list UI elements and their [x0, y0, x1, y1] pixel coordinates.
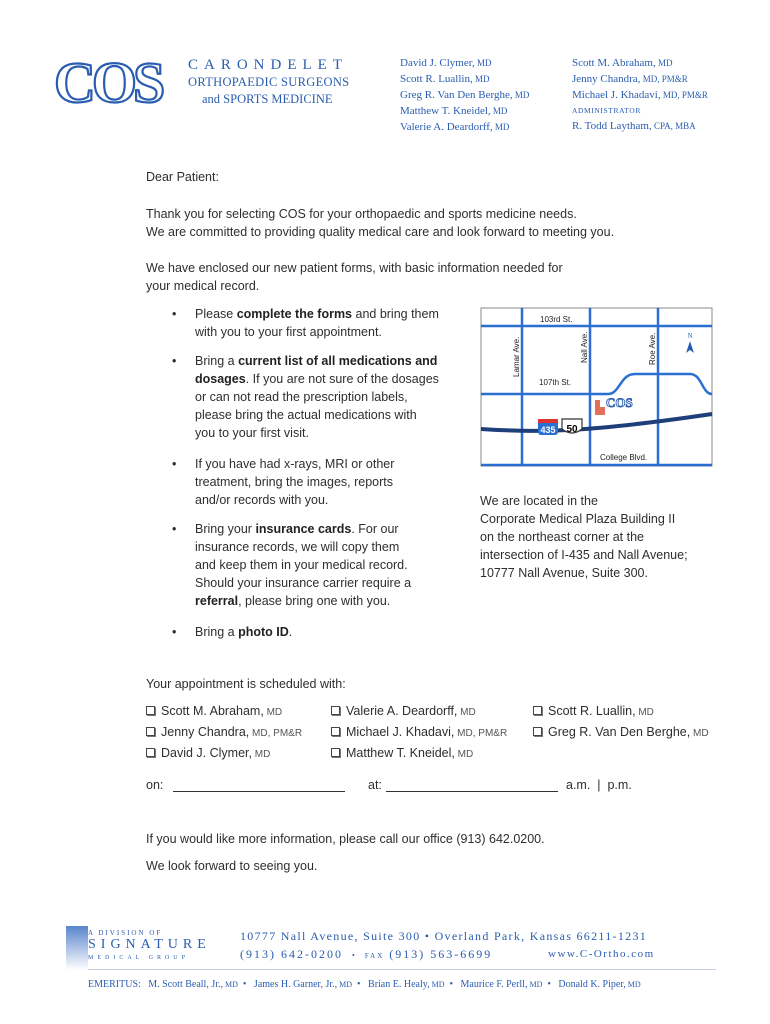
- checkbox-abraham[interactable]: Scott M. Abraham, MD: [146, 702, 282, 722]
- checkbox-deardorff[interactable]: Valerie A. Deardorff, MD: [331, 702, 476, 722]
- physician-entry: Michael J. Khadavi, MD, PM&R: [572, 89, 708, 101]
- organization-name: [188, 56, 349, 108]
- location-map: [480, 307, 713, 467]
- label-103rd: 103rd St.: [540, 315, 573, 324]
- checkbox-van-den-berghe[interactable]: Greg R. Van Den Berghe, MD: [533, 723, 709, 743]
- checkbox-khadavi[interactable]: Michael J. Khadavi, MD, PM&R: [331, 723, 507, 743]
- checkbox-icon[interactable]: [331, 748, 340, 757]
- checkbox-icon[interactable]: [533, 727, 542, 736]
- physician-entry: David J. Clymer, MD: [400, 57, 492, 69]
- appointment-heading: Your appointment is scheduled with:: [146, 677, 346, 691]
- org-name-line2: ORTHOPAEDIC SURGEONS: [188, 75, 350, 89]
- physician-entry: Matthew T. Kneidel, MD: [400, 105, 508, 117]
- bullet-dot: •: [172, 354, 177, 368]
- physician-list-left: [400, 55, 529, 135]
- time-label: at:: [368, 778, 382, 792]
- physician-entry: Jenny Chandra, MD, PM&R: [572, 73, 688, 85]
- checkbox-icon[interactable]: [146, 706, 155, 715]
- signature-logo-icon: [62, 926, 88, 970]
- am-pm-selector[interactable]: a.m. | p.m.: [566, 778, 632, 792]
- intro-line1: Thank you for selecting COS for your orthopaedic and sports medicine needs.: [146, 207, 577, 221]
- administrator-entry: R. Todd Laytham, CPA, MBA: [572, 120, 696, 132]
- contact-info: If you would like more information, please call our office (913) 642.0200.: [146, 832, 545, 846]
- bullet-dot: •: [172, 307, 177, 321]
- time-field[interactable]: [386, 791, 558, 792]
- map-frame: [481, 308, 712, 466]
- bullet-dot: •: [172, 522, 177, 536]
- signature-name: SIGNATURE: [88, 937, 211, 952]
- physician-entry: Greg R. Van Den Berghe, MD: [400, 89, 530, 101]
- footer-website[interactable]: www.C-Ortho.com: [548, 948, 655, 960]
- checkbox-clymer[interactable]: David J. Clymer, MD: [146, 744, 270, 764]
- label-107th: 107th St.: [539, 378, 572, 387]
- physician-entry: Scott M. Abraham, MD: [572, 57, 673, 69]
- map-cos-label: COS: [606, 395, 633, 410]
- org-name-line1: CARONDELET: [188, 57, 348, 73]
- label-college: College Blvd.: [600, 453, 648, 462]
- checkbox-icon[interactable]: [146, 748, 155, 757]
- footer-divider: [88, 969, 716, 970]
- forms-line2: your medical record.: [146, 279, 260, 293]
- administrator-label: ADMINISTRATOR: [572, 106, 641, 115]
- label-lamar: Lamar Ave.: [512, 336, 521, 377]
- checkbox-icon[interactable]: [533, 706, 542, 715]
- label-nall: Nall Ave.: [580, 331, 589, 363]
- checkbox-chandra[interactable]: Jenny Chandra, MD, PM&R: [146, 723, 302, 743]
- footer-address: 10777 Nall Avenue, Suite 300 • Overland Park, Kansas 66211-1231: [240, 929, 648, 943]
- logo-text: COS: [54, 56, 162, 108]
- bullet-dot: •: [172, 625, 177, 639]
- forms-line1: We have enclosed our new patient forms, with basic information needed for: [146, 261, 563, 275]
- cos-building-marker: [595, 407, 605, 415]
- org-name-line3: and SPORTS MEDICINE: [202, 92, 333, 106]
- checkbox-icon[interactable]: [331, 706, 340, 715]
- location-description: We are located in the Corporate Medical Plaza Building II on the northeast corner at the intersection of I-435 and Nall Avenue; 10777 Nall Avenue, Suite 300.: [480, 494, 688, 580]
- greeting: Dear Patient:: [146, 170, 219, 184]
- date-field[interactable]: [173, 791, 345, 792]
- svg-text:N: N: [687, 332, 693, 340]
- cos-logo: [54, 56, 178, 108]
- intro-line2: We are committed to providing quality medical care and look forward to meeting you.: [146, 225, 615, 239]
- closing-line: We look forward to seeing you.: [146, 859, 318, 873]
- interstate-435-shield: [538, 419, 558, 435]
- footer-phone: (913) 642-0200 • FAX (913) 563-6699: [240, 947, 493, 961]
- emeritus-list: EMERITUS: M. Scott Beall, Jr., MD • James H. Garner, Jr., MD • Brian E. Healy, MD • Maurice F. Perll, MD • Donald K. Piper, MD: [88, 979, 641, 990]
- label-roe: Roe Ave.: [648, 332, 657, 365]
- checkbox-icon[interactable]: [331, 727, 340, 736]
- physician-entry: Valerie A. Deardorff, MD: [400, 121, 510, 133]
- checkbox-kneidel[interactable]: Matthew T. Kneidel, MD: [331, 744, 473, 764]
- date-label: on:: [146, 778, 164, 792]
- physician-entry: Scott R. Luallin, MD: [400, 73, 490, 85]
- checkbox-luallin[interactable]: Scott R. Luallin, MD: [533, 702, 654, 722]
- physician-list-right: [572, 55, 708, 134]
- checkbox-icon[interactable]: [146, 727, 155, 736]
- bullet-dot: •: [172, 457, 177, 471]
- svg-text:435: 435: [540, 425, 556, 435]
- division-label: A DIVISION OF: [88, 929, 163, 937]
- svg-text:50: 50: [566, 424, 578, 435]
- medical-group-label: MEDICAL GROUP: [88, 955, 189, 961]
